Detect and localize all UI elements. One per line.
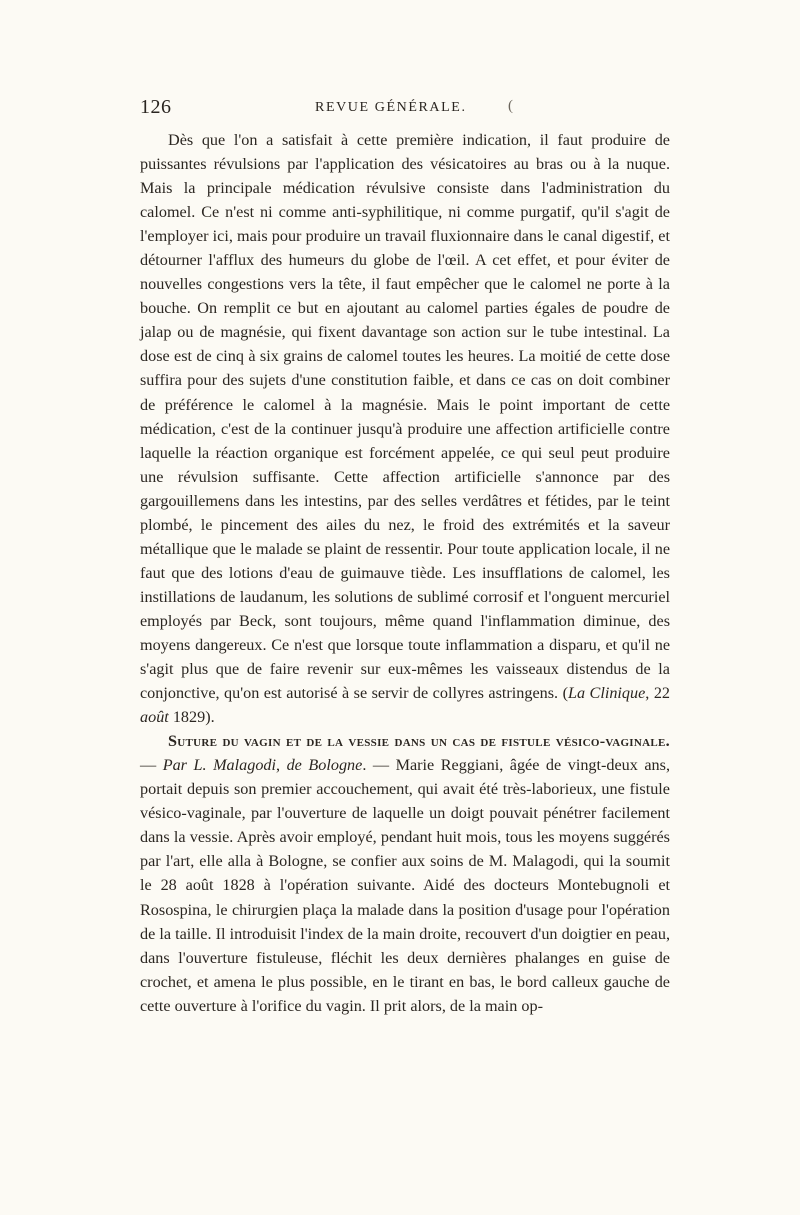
citation-month: août (140, 708, 169, 727)
author-city: de Bologne (286, 756, 363, 775)
page-number: 126 (140, 96, 172, 118)
body-text (140, 128, 670, 1018)
running-title: REVUE GÉNÉRALE. (315, 100, 467, 115)
author-credit: Par L. Malagodi, de Bologne. (162, 756, 367, 775)
paragraph-2-text: Marie Reggiani, âgée de vingt-deux ans, portait depuis son premier accouchement, qui avait été très-laborieux, une fistule vésico-vaginale, par l'ouverture de laquelle un doigt pouvait pénétrer facilement dans la vessie. Après avoir employé, pendant huit mois, tous les moyens suggérés par l'art, elle alla à Bologne, se confier aux soins de M. Malagodi, qui la soumit le 28 août 1828 à l'opération suivante. Aidé des docteurs Montebugnoli et Rosospina, le chirurgien plaça la malade dans la position d'usage pour l'opération de la taille. Il introduisit l'index de la main droite, recouvert d'un doigtier en peau, dans l'ouverture fistuleuse, fléchit les deux dernières phalanges en guise de crochet, et amena le plus possible, en le tirant en bas, le bord calleux gauche de cette ouverture à l'orifice du vagin. Il prit alors, de la main op- (140, 756, 670, 1015)
citation: (La Clinique, 22 août 1829). (140, 684, 671, 727)
header-mark: ( (508, 98, 513, 114)
author-name: L. Malagodi (193, 756, 277, 775)
section-title: Suture du vagin et de la vessie dans un cas de fistule vésico-vaginale. (168, 732, 670, 751)
citation-journal: La Clinique (567, 684, 646, 703)
paragraph-fistula-suture: Suture du vagin et de la vessie dans un cas de fistule vésico-vaginale. — Par L. Malagodi, de Bologne. — Marie Reggiani, âgée de vingt-deux ans, portait depuis son premier accouchement, qui avait été très-laborieux, une fistule vésico-vaginale, par l'ouverture de laquelle un doigt pouvait pénétrer facilement dans la vessie. Après avoir employé, pendant huit mois, tous les moyens suggérés par l'art, elle alla à Bologne, se confier aux soins de M. Malagodi, qui la soumit le 28 août 1828 à l'opération suivante. Aidé des docteurs Montebugnoli et Rosospina, le chirurgien plaça la malade dans la position d'usage pour l'opération de la taille. Il introduisit l'index de la main droite, recouvert d'un doigtier en peau, dans l'ouverture fistuleuse, fléchit les deux dernières phalanges en guise de crochet, et amena le plus possible, en le tirant en bas, le bord calleux gauche de cette ouverture à l'orifice du vagin. Il prit alors, de la main op- (140, 732, 670, 1015)
paragraph-1-text: Dès que l'on a satisfait à cette première indication, il faut produire de puissantes révulsions par l'application des vésicatoires au bras ou à la nuque. Mais la principale médication révulsive consiste dans l'administration du calomel. Ce n'est ni comme anti-syphilitique, ni comme purgatif, qu'il s'agit de l'employer ici, mais pour produire un travail fluxionnaire dans le canal digestif, et détourner l'afflux des humeurs du globe de l'œil. A cet effet, et pour éviter de nouvelles congestions vers la tête, il faut empêcher que le calomel ne porte à la bouche. On remplit ce but en ajoutant au calomel parties égales de poudre de jalap ou de magnésie, qui fixent davantage son action sur le tube intestinal. La dose est de cinq à six grains de calomel toutes les heures. La moitié de cette dose suffira pour des sujets d'une constitution faible, et dans ce cas on doit combiner de préférence le calomel à la magnésie. Mais le point important de cette médication, c'est de la continuer jusqu'à produire une affection artificielle contre laquelle la réaction organique est forcément appelée, ce qui seul peut produire une révulsion suffisante. Cette affection artificielle s'annonce par des gargouillemens dans les intestins, par des selles verdâtres et fétides, par le teint plombé, le pincement des ailes du nez, le froid des extrémités et la saveur métallique que le malade se plaint de ressentir. Pour toute application locale, il ne faut que des lotions d'eau de guimauve tiède. Les insufflations de calomel, les instillations de laudanum, les solutions de sublimé corrosif et l'onguent mercuriel employés par Beck, sont toujours, même quand l'inflammation diminue, des moyens dangereux. Ce n'est que lorsque toute inflammation a disparu, et qu'il ne s'agit plus que de faire revenir sur eux-mêmes les vaisseaux distendus de la conjonctive, qu'on est autorisé à se servir de collyres astringens. (140, 131, 670, 703)
page-header (140, 96, 670, 124)
paragraph-ophthalmia-treatment (140, 128, 670, 729)
